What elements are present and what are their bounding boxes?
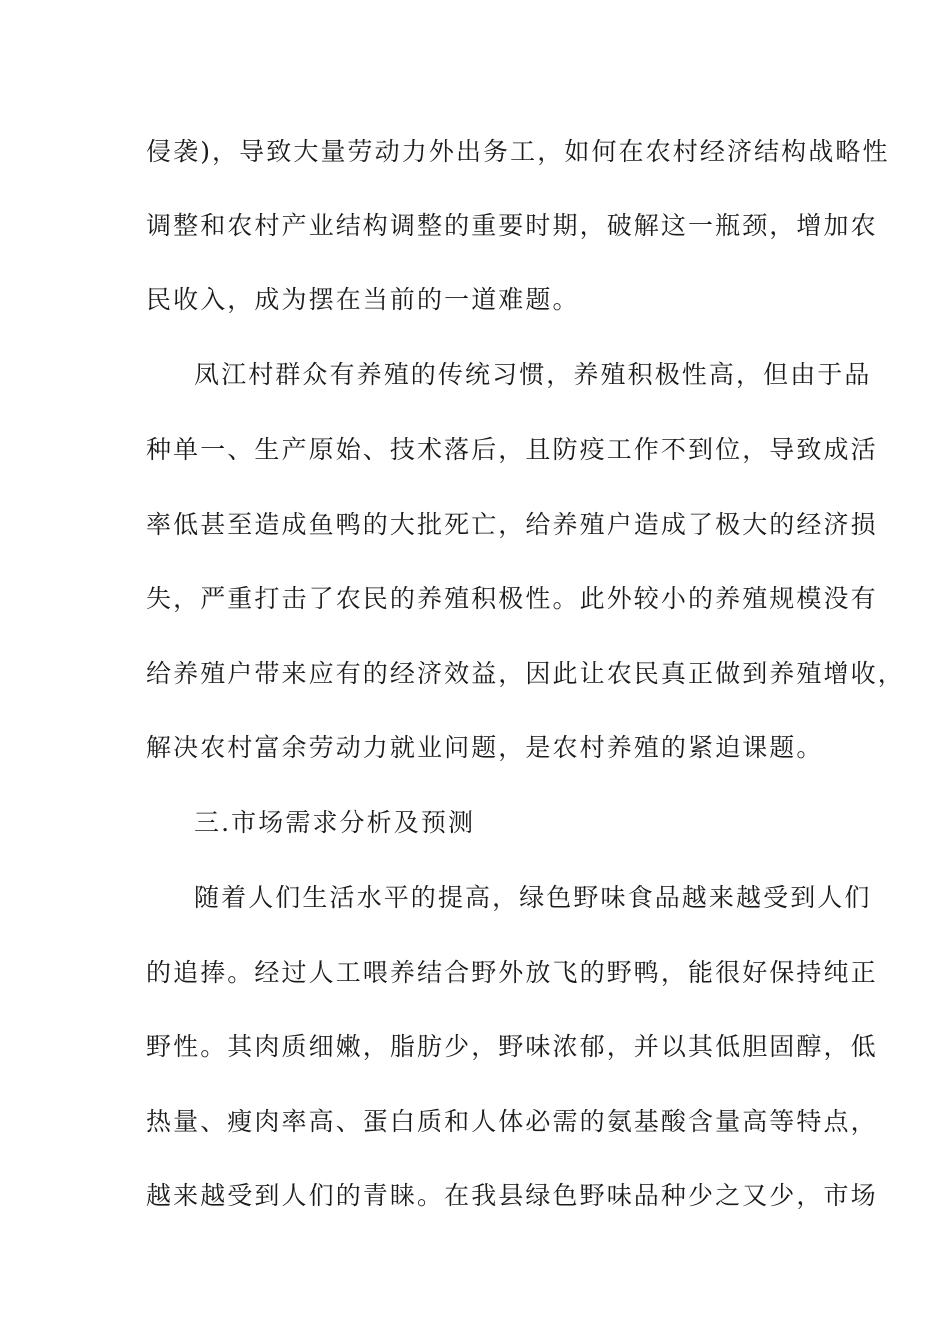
paragraph-line: 调整和农村产业结构调整的重要时期，破解这一瓶颈，增加农 — [146, 211, 878, 240]
paragraph-line: 解决农村富余劳动力就业问题，是农村养殖的紧迫课题。 — [146, 733, 824, 762]
paragraph-line: 给养殖户带来应有的经济效益，因此让农民真正做到养殖增收， — [146, 659, 905, 688]
paragraph-line: 种单一、生产原始、技术落后，且防疫工作不到位，导致成活 — [146, 435, 878, 464]
paragraph-line: 越来越受到人们的青睐。在我县绿色野味品种少之又少，市场 — [146, 1181, 878, 1210]
paragraph-line: 民收入，成为摆在当前的一道难题。 — [146, 285, 580, 314]
paragraph-line: 率低甚至造成鱼鸭的大批死亡，给养殖户造成了极大的经济损 — [146, 510, 878, 539]
paragraph-line: 野性。其肉质细嫩，脂肪少，野味浓郁，并以其低胆固醇，低 — [146, 1032, 878, 1061]
paragraph-line: 失，严重打击了农民的养殖积极性。此外较小的养殖规模没有 — [146, 584, 878, 613]
paragraph-line: 热量、瘦肉率高、蛋白质和人体必需的氨基酸含量高等特点， — [146, 1107, 878, 1136]
paragraph-line: 的追捧。经过人工喂养结合野外放飞的野鸭，能很好保持纯正 — [146, 958, 878, 987]
section-heading: 三.市场需求分析及预测 — [194, 808, 476, 837]
paragraph-line: 侵袭)，导致大量劳动力外出务工，如何在农村经济结构战略性 — [146, 137, 890, 166]
paragraph-line: 凤江村群众有养殖的传统习惯，养殖积极性高，但由于品 — [194, 360, 872, 389]
paragraph-line: 随着人们生活水平的提高，绿色野味食品越来越受到人们 — [194, 883, 872, 912]
